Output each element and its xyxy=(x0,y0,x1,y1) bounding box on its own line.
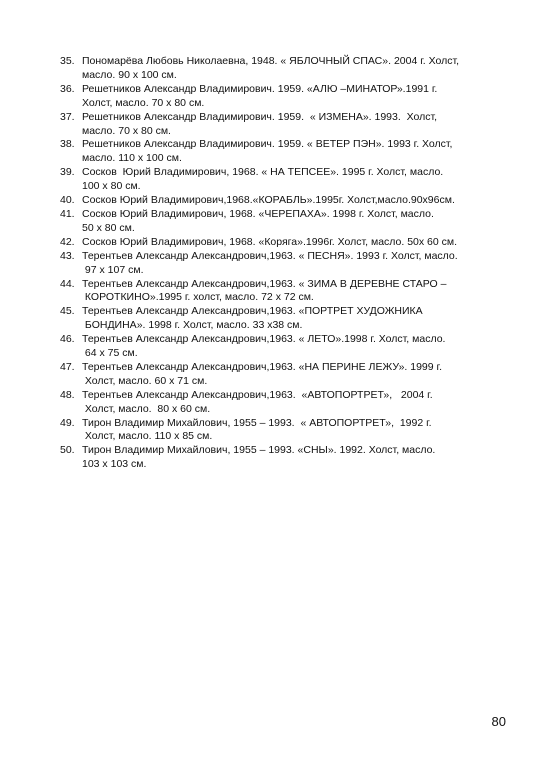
catalog-entry xyxy=(60,236,522,250)
page-number: 80 xyxy=(491,714,506,729)
entry-text: Сосков Юрий Владимирович,1968.«КОРАБЛЬ».1995г. Холст,масло.90х96см. xyxy=(82,194,455,207)
entry-text: Тирон Владимир Михайлович, 1955 – 1993. « АВТОПОРТРЕТ», 1992 г. Холст, масло. 110 х 85 см. xyxy=(82,416,432,443)
catalog-entry xyxy=(60,389,522,417)
entry-number: 49. xyxy=(60,416,75,429)
catalog-entry xyxy=(60,55,522,83)
catalog-list xyxy=(60,55,522,472)
entry-number: 50. xyxy=(60,444,75,457)
entry-text: Сосков Юрий Владимирович, 1968. «Коряга».1996г. Холст, масло. 50х 60 см. xyxy=(82,235,458,248)
entry-text: Терентьев Александр Александрович,1963. «АВТОПОРТРЕТ», 2004 г. Холст, масло. 80 х 60 см. xyxy=(82,388,433,415)
entry-number: 43. xyxy=(60,249,75,262)
entry-number: 42. xyxy=(60,235,75,248)
entry-number: 35. xyxy=(60,55,75,67)
catalog-entry xyxy=(60,166,522,194)
catalog-entry xyxy=(60,361,522,389)
entry-text: Решетников Александр Владимирович. 1959. « ВЕТЕР ПЭН». 1993 г. Холст, масло. 110 х 100 см. xyxy=(82,138,453,165)
catalog-entry xyxy=(60,444,522,472)
entry-text: Терентьев Александр Александрович,1963. « ПЕСНЯ». 1993 г. Холст, масло. 97 х 107 см. xyxy=(82,249,458,276)
catalog-entry xyxy=(60,138,522,166)
catalog-entry xyxy=(60,278,522,306)
entry-number: 41. xyxy=(60,207,75,220)
entry-number: 37. xyxy=(60,110,75,123)
catalog-entry xyxy=(60,194,522,208)
entry-text: Терентьев Александр Александрович,1963. «НА ПЕРИНЕ ЛЕЖУ». 1999 г. Холст, масло. 60 х 71 см. xyxy=(82,360,442,387)
entry-text: Терентьев Александр Александрович,1963. « ЛЕТО».1998 г. Холст, масло. 64 х 75 см. xyxy=(82,333,446,360)
entry-text: Пономарёва Любовь Николаевна, 1948. « ЯБЛОЧНЫЙ СПАС». 2004 г. Холст, масло. 90 х 100 см. xyxy=(82,55,460,81)
entry-text: Тирон Владимир Михайлович, 1955 – 1993. «СНЫ». 1992. Холст, масло. 103 х 103 см. xyxy=(82,444,436,471)
entry-number: 36. xyxy=(60,82,75,95)
entry-text: Решетников Александр Владимирович. 1959. « ИЗМЕНА». 1993. Холст, масло. 70 х 80 см. xyxy=(82,110,438,137)
entry-number: 48. xyxy=(60,388,75,401)
entry-number: 39. xyxy=(60,166,75,179)
catalog-entry xyxy=(60,333,522,361)
entry-text: Сосков Юрий Владимирович, 1968. «ЧЕРЕПАХА». 1998 г. Холст, масло. 50 х 80 см. xyxy=(82,207,434,234)
entry-text: Решетников Александр Владимирович. 1959. «АЛЮ –МИНАТОР».1991 г. Холст, масло. 70 х 80 см. xyxy=(82,82,438,109)
catalog-entry xyxy=(60,83,522,111)
catalog-entry xyxy=(60,305,522,333)
catalog-entry xyxy=(60,417,522,445)
entry-text: Сосков Юрий Владимирович, 1968. « НА ТЕПСЕЕ». 1995 г. Холст, масло. 100 х 80 см. xyxy=(82,166,444,193)
entry-number: 46. xyxy=(60,333,75,346)
entry-number: 45. xyxy=(60,305,75,318)
entry-number: 38. xyxy=(60,138,75,151)
catalog-entry xyxy=(60,250,522,278)
entry-text: Терентьев Александр Александрович,1963. « ЗИМА В ДЕРЕВНЕ СТАРО – КОРОТКИНО».1995 г. холст, масло. 72 х 72 см. xyxy=(82,277,447,304)
catalog-entry xyxy=(60,208,522,236)
entry-number: 40. xyxy=(60,194,75,207)
catalog-entry xyxy=(60,111,522,139)
entry-text: Терентьев Александр Александрович,1963. «ПОРТРЕТ ХУДОЖНИКА БОНДИНА». 1998 г. Холст, масло. 33 х38 см. xyxy=(82,305,423,332)
entry-number: 44. xyxy=(60,277,75,290)
entry-number: 47. xyxy=(60,360,75,373)
